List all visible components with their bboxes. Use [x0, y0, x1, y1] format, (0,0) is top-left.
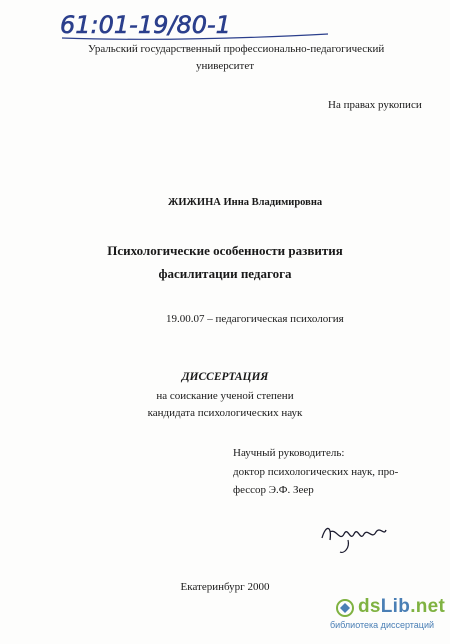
handwritten-registry-code [58, 4, 338, 44]
registry-code-text: 61:01-19/80-1 [60, 11, 231, 39]
advisor-label: Научный руководитель: [233, 447, 345, 459]
dissertation-label: ДИССЕРТАЦИЯ [181, 371, 269, 383]
university-line-1: Уральский государственный профессионально-педагогический [88, 43, 385, 55]
dslib-logo-icon [334, 598, 356, 618]
degree-line-2: кандидата психологических наук [147, 407, 303, 419]
dslib-caption: библиотека диссертаций [330, 620, 435, 630]
city-year: Екатеринбург 2000 [180, 581, 270, 593]
manuscript-rights: На правах рукописи [328, 99, 422, 111]
handwritten-code-drawing [58, 4, 338, 44]
logo-lib: Lib [380, 596, 411, 617]
title-line-2: фасилитации педагога [158, 266, 292, 281]
author-name: ЖИЖИНА Инна Владимировна [168, 197, 323, 208]
dslib-watermark[interactable] [328, 596, 446, 640]
logo-net: .net [410, 596, 446, 617]
title-line-1: Психологические особенности развития [107, 243, 343, 258]
advisor-line-1: доктор психологических наук, про- [233, 466, 399, 478]
advisor-line-2: фессор Э.Ф. Зеер [233, 484, 314, 496]
specialty-code: 19.00.07 – педагогическая психология [166, 313, 344, 325]
dslib-logo-text [358, 596, 445, 618]
handwritten-signature [318, 516, 390, 556]
logo-ds: ds [358, 596, 381, 617]
university-line-2: университет [195, 60, 255, 72]
degree-line-1: на соискание ученой степени [156, 390, 294, 402]
